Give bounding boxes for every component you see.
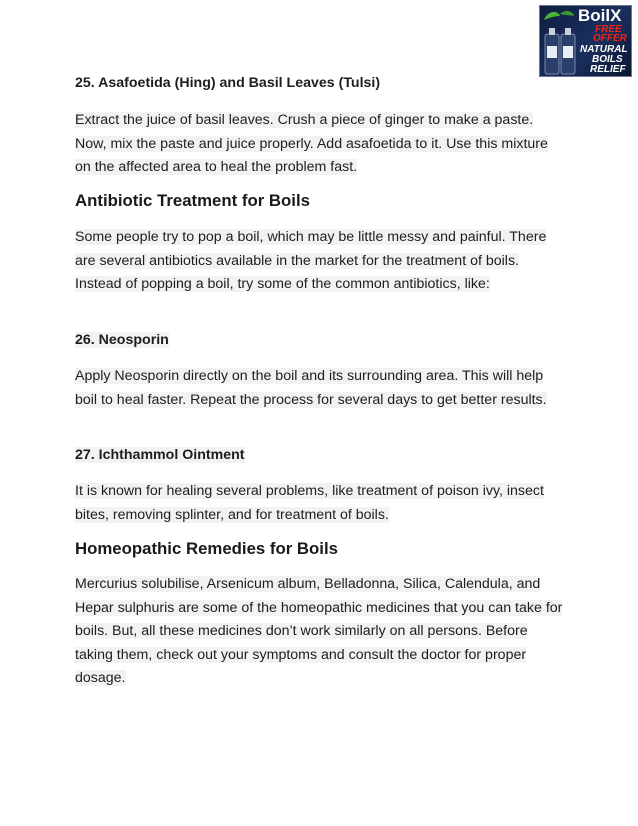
homeopathic-heading-text: Homeopathic Remedies for Boils bbox=[75, 539, 338, 558]
product-bottles-image bbox=[545, 28, 575, 74]
section-26-title bbox=[75, 331, 169, 350]
ad-natural-label: NATURAL bbox=[580, 44, 628, 55]
ad-free-label: FREE bbox=[595, 24, 622, 35]
section-26-body bbox=[75, 365, 565, 412]
ad-relief-label: RELIEF bbox=[590, 64, 626, 75]
ad-brand: BoilX bbox=[578, 6, 622, 25]
homeopathic-heading bbox=[75, 538, 338, 560]
ad-offer-label: OFFER bbox=[593, 33, 627, 44]
section-25-body-text: Extract the juice of basil leaves. Crush a piece of ginger to make a paste. Now, mix the paste and juice properly. Add asafoetida to it. Use this mixture on the affected area to heal the problem fast. bbox=[75, 112, 548, 176]
section-27-body bbox=[75, 480, 565, 527]
section-26-title-text: 26. Neosporin bbox=[75, 332, 169, 348]
section-27-body-text: It is known for healing several problems, like treatment of poison ivy, insect bites, removing splinter, and for treatment of boils. bbox=[75, 483, 544, 523]
antibiotic-heading-text: Antibiotic Treatment for Boils bbox=[75, 191, 310, 210]
homeopathic-body-text: Mercurius solubilise, Arsenicum album, Belladonna, Silica, Calendula, and Hepar sulphuris are some of the homeopathic medicines that you can take for boils. But, all these medicines don’t work similarly on all persons. Before taking them, check out your symptoms and consult the doctor for proper dosage. bbox=[75, 576, 563, 687]
leaf-icon bbox=[544, 12, 560, 20]
antibiotic-body-text: Some people try to pop a boil, which may be little messy and painful. There are several antibiotics available in the market for the treatment of boils. Instead of popping a boil, try some of the common antibiotics, like: bbox=[75, 229, 547, 293]
antibiotic-heading bbox=[75, 190, 310, 212]
section-25-body bbox=[75, 109, 565, 180]
homeopathic-body bbox=[75, 573, 565, 691]
boilx-ad-banner[interactable] bbox=[539, 5, 632, 77]
antibiotic-body bbox=[75, 226, 565, 297]
section-26-body-text: Apply Neosporin directly on the boil and its surrounding area. This will help boil to heal faster. Repeat the process for several days to get better results. bbox=[75, 368, 547, 408]
section-27-title bbox=[75, 446, 245, 465]
section-27-title-text: 27. Ichthammol Ointment bbox=[75, 447, 245, 463]
ad-boils-label: BOILS bbox=[592, 54, 623, 65]
section-25-title bbox=[75, 74, 380, 93]
section-25-title-text: 25. Asafoetida (Hing) and Basil Leaves (Tulsi) bbox=[75, 75, 381, 91]
